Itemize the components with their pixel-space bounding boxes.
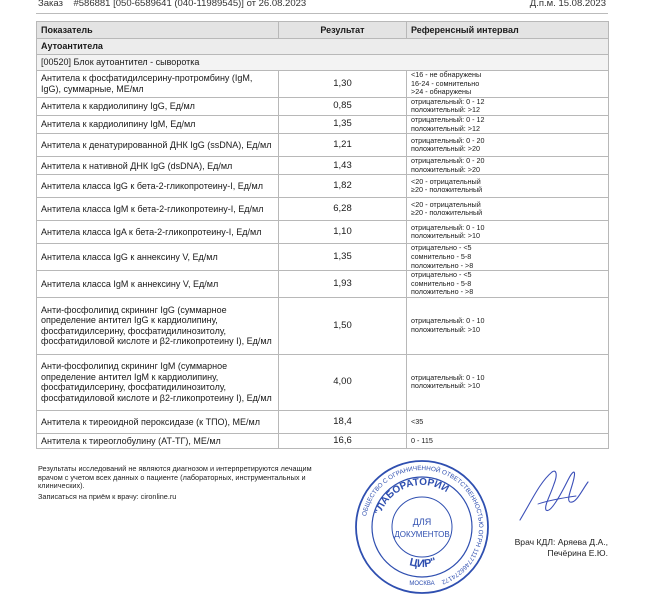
- row-result-value: 1,93: [279, 271, 407, 298]
- section-title: Аутоантитела: [37, 39, 609, 55]
- table-row: [37, 271, 609, 298]
- column-header-reference: Референсный интервал: [407, 22, 609, 39]
- row-indicator-name: Антитела класса IgG к аннексину V, Ед/мл: [37, 244, 279, 271]
- row-result-value: 1,43: [279, 157, 407, 175]
- table-row: [37, 354, 609, 410]
- stamp-ring-text: ОБЩЕСТВО С ОГРАНИЧЕННОЙ ОТВЕТСТВЕННОСТЬЮ ОГРН 11177466274172: [361, 464, 485, 586]
- row-reference-interval: <16 - не обнаружены 16-24 - сомнительно >24 - обнаружены: [407, 71, 609, 98]
- table-row: [37, 71, 609, 98]
- row-reference-interval: отрицательный: 0 - 10 положительный: >10: [407, 297, 609, 354]
- row-reference-interval: отрицательный: 0 - 12 положительный: >12: [407, 115, 609, 133]
- row-indicator-name: Антитела класса IgA к бета-2-гликопротеину-I, Ед/мл: [37, 221, 279, 244]
- table-row: [37, 134, 609, 157]
- row-indicator-name: Антитела к кардиолипину IgG, Ед/мл: [37, 97, 279, 115]
- row-result-value: 1,82: [279, 175, 407, 198]
- report-header: [38, 0, 606, 12]
- table-row: [37, 221, 609, 244]
- row-reference-interval: отрицательно - <5 сомнительно - 5-8 положительно - >8: [407, 244, 609, 271]
- doctor-line-1: Врач КДЛ: Аряева Д.А.,: [514, 537, 608, 547]
- table-row: [37, 198, 609, 221]
- header-divider: [36, 13, 608, 14]
- table-row: [37, 175, 609, 198]
- row-indicator-name: Антитела класса IgM к аннексину V, Ед/мл: [37, 271, 279, 298]
- stamp-center-ring: [392, 497, 452, 557]
- row-indicator-name: Антитела к кардиолипину IgM, Ед/мл: [37, 115, 279, 133]
- stamp-name-bottom: ЦИР": [408, 555, 438, 571]
- order-label: Заказ: [38, 0, 63, 9]
- row-result-value: 16,6: [279, 433, 407, 448]
- order-date: Д.п.м. 15.08.2023: [529, 0, 606, 9]
- table-row: [37, 297, 609, 354]
- row-result-value: 1,10: [279, 221, 407, 244]
- disclaimer-text: Результаты исследований не являются диагнозом и интерпретируются лечащим врачом с учетом всех данных о пациенте (лабораторных, инструментальных и клинических).: [38, 464, 312, 491]
- subsection-title: [00520] Блок аутоантител - сыворотка: [37, 55, 609, 71]
- row-result-value: 1,21: [279, 134, 407, 157]
- row-result-value: 1,30: [279, 71, 407, 98]
- row-indicator-name: Анти-фосфолипид скрининг IgM (суммарное определение антител IgM к кардиолипину, фосфатидилсерину, фосфатидилинозитолу, фосфатидиловой кислоте и β2-гликопротеину I), Ед/мл: [37, 354, 279, 410]
- stamp-city: МОСКВА: [409, 581, 435, 587]
- row-indicator-name: Антитела к фосфатидилсерину-протромбину (IgM, IgG), суммарные, МЕ/мл: [37, 71, 279, 98]
- row-indicator-name: Антитела к денатурированной ДНК IgG (ssDNA), Ед/мл: [37, 134, 279, 157]
- row-indicator-name: Антитела класса IgG к бета-2-гликопротеину-I, Ед/мл: [37, 175, 279, 198]
- results-table: [36, 21, 609, 449]
- stamp-center-line2: ДОКУМЕНТОВ: [394, 530, 450, 539]
- row-indicator-name: Антитела к нативной ДНК IgG (dsDNA), Ед/мл: [37, 157, 279, 175]
- doctor-line-2: Печёрина Е.Ю.: [547, 548, 608, 558]
- row-reference-interval: <35: [407, 410, 609, 433]
- row-result-value: 1,35: [279, 115, 407, 133]
- table-row: [37, 410, 609, 433]
- row-indicator-name: Анти-фосфолипид скрининг IgG (суммарное определение антител IgG к кардиолипину, фосфатидилсерину, фосфатидилинозитолу, фосфатидиловой кислоте и β2-гликопротеину I), Ед/мл: [37, 297, 279, 354]
- stamp-name-top: "ЛАБОРАТОРИИ: [372, 476, 451, 517]
- section-row: [37, 39, 609, 55]
- table-header-row: [37, 22, 609, 39]
- row-reference-interval: отрицательный: 0 - 10 положительный: >10: [407, 354, 609, 410]
- footer-notes: [38, 465, 338, 503]
- row-result-value: 1,35: [279, 244, 407, 271]
- table-row: [37, 115, 609, 133]
- column-header-result: Результат: [279, 22, 407, 39]
- row-indicator-name: Антитела класса IgM к бета-2-гликопротеину-I, Ед/мл: [37, 198, 279, 221]
- row-result-value: 18,4: [279, 410, 407, 433]
- row-indicator-name: Антитела к тиреоидной пероксидазе (к ТПО), МЕ/мл: [37, 410, 279, 433]
- row-reference-interval: 0 - 115: [407, 433, 609, 448]
- doctor-signature-block: [508, 537, 608, 559]
- order-line: [38, 0, 306, 9]
- appointment-text: Записаться на приём к врачу: cironline.ru: [38, 491, 177, 501]
- row-reference-interval: отрицательно - <5 сомнительно - 5-8 положительно - >8: [407, 271, 609, 298]
- row-reference-interval: отрицательный: 0 - 20 положительный: >20: [407, 134, 609, 157]
- table-row: [37, 157, 609, 175]
- row-result-value: 6,28: [279, 198, 407, 221]
- column-header-indicator: Показатель: [37, 22, 279, 39]
- row-reference-interval: <20 - отрицательный ≥20 - положительный: [407, 175, 609, 198]
- row-result-value: 4,00: [279, 354, 407, 410]
- row-indicator-name: Антитела к тиреоглобулину (АТ-ТГ), МЕ/мл: [37, 433, 279, 448]
- order-info: #586881 [050-6589641 (040-11989545)] от 26.08.2023: [73, 0, 307, 9]
- row-reference-interval: отрицательный: 0 - 10 положительный: >10: [407, 221, 609, 244]
- table-row: [37, 97, 609, 115]
- row-reference-interval: отрицательный: 0 - 20 положительный: >20: [407, 157, 609, 175]
- row-reference-interval: <20 - отрицательный ≥20 - положительный: [407, 198, 609, 221]
- stamp-center-line1: ДЛЯ: [412, 517, 432, 527]
- row-result-value: 0,85: [279, 97, 407, 115]
- row-reference-interval: отрицательный: 0 - 12 положительный: >12: [407, 97, 609, 115]
- doctor-signature: [510, 460, 594, 530]
- row-result-value: 1,50: [279, 297, 407, 354]
- laboratory-stamp: [352, 457, 492, 597]
- subsection-row: [37, 55, 609, 71]
- table-row: [37, 244, 609, 271]
- table-row: [37, 433, 609, 448]
